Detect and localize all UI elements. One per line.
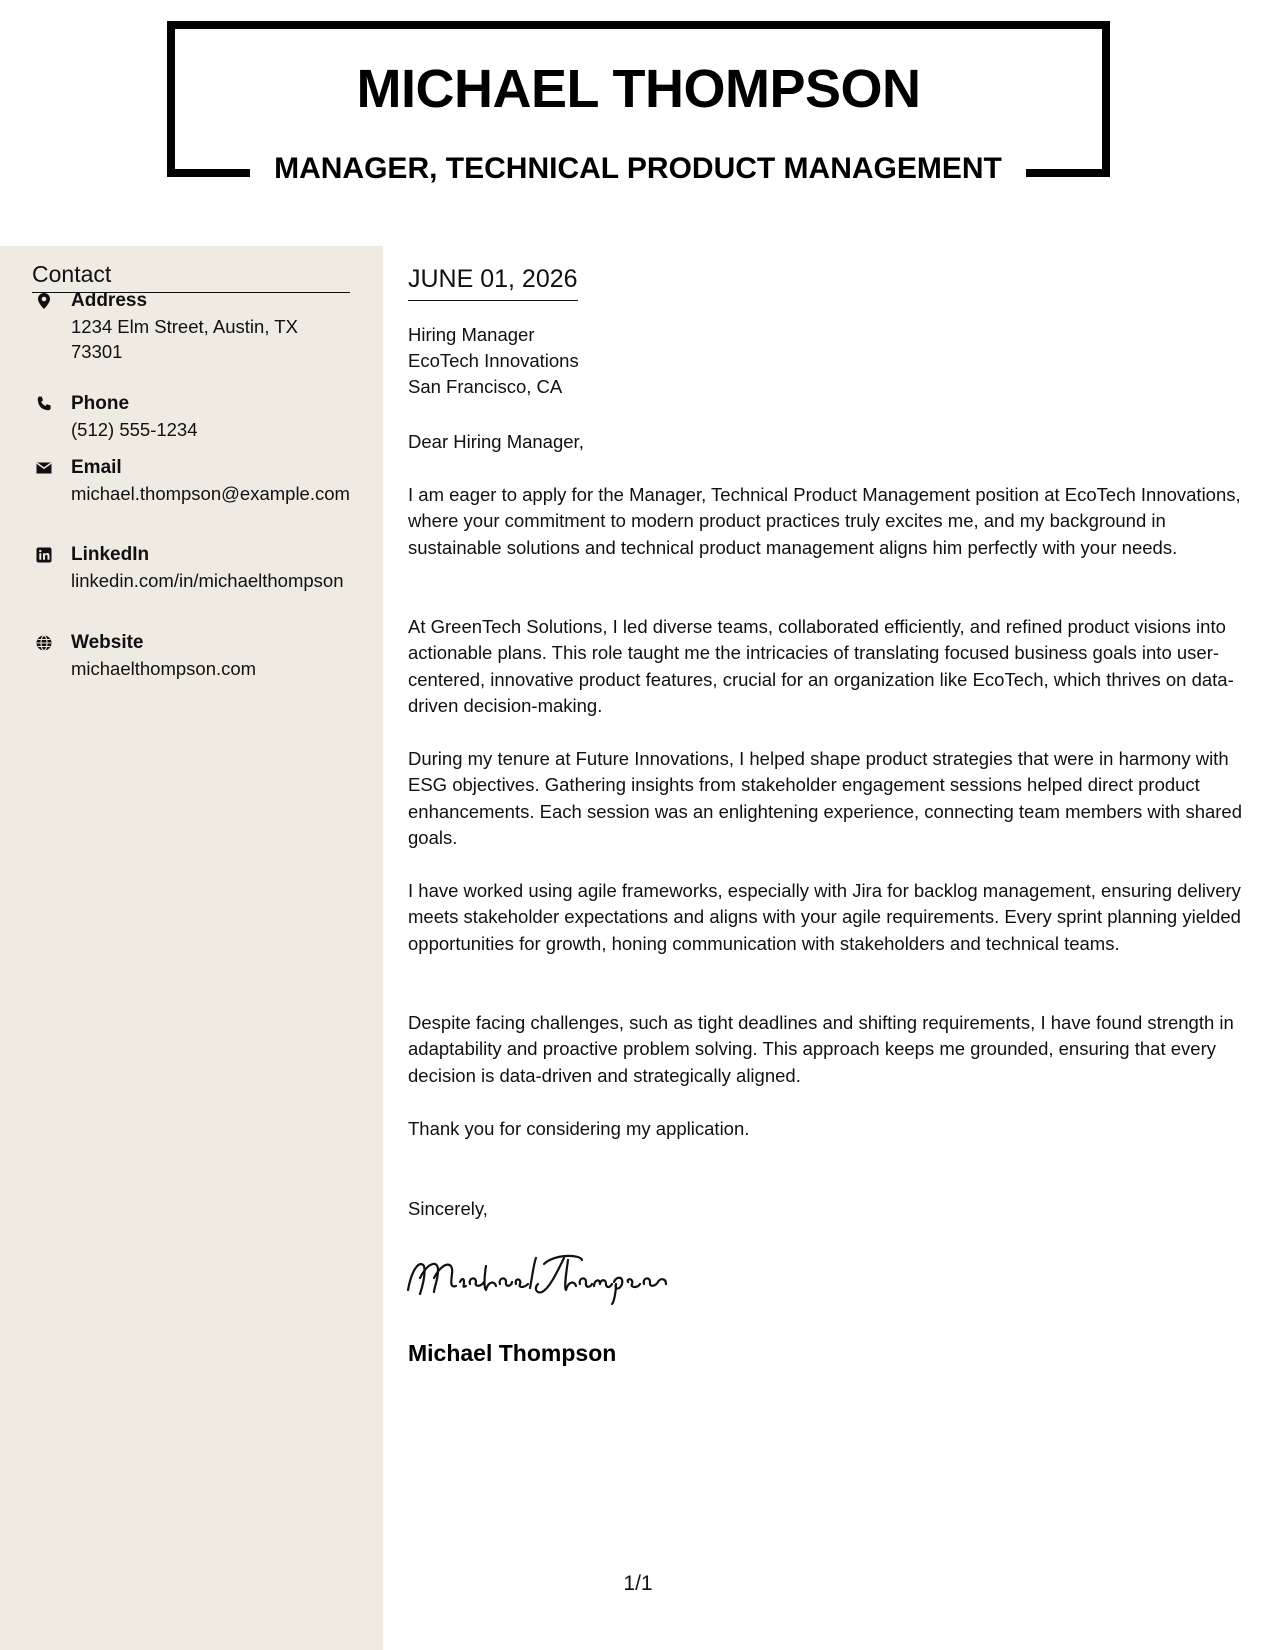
- letter-date: JUNE 01, 2026: [408, 265, 578, 301]
- body-paragraph: I have worked using agile frameworks, especially with Jira for backlog management, ensuring delivery meets stakeholder expectations and aligns with your agile requirements. Every sprint planning yielded opportunities for growth, honing communication with stakeholders and technical teams.: [408, 880, 1241, 954]
- page-number: 1/1: [623, 1572, 653, 1595]
- recipient-line: EcoTech Innovations: [408, 350, 579, 371]
- recipient-line: Hiring Manager: [408, 324, 535, 345]
- header-frame-bottom-left: [167, 169, 250, 177]
- contact-value: (512) 555-1234: [71, 419, 198, 440]
- header-frame-left: [167, 21, 175, 177]
- body-paragraph: Despite facing challenges, such as tight deadlines and shifting requirements, I have found strength in adaptability and proactive problem solving. This approach keeps me grounded, ensuring that every decision is data-driven and strategically aligned.: [408, 1012, 1234, 1086]
- sign-off: Sincerely,: [408, 1198, 488, 1219]
- contact-label: Phone: [71, 393, 130, 414]
- closing-line: Thank you for considering my application.: [408, 1118, 750, 1139]
- header-frame-top: [167, 21, 1110, 29]
- linkedin-icon: [35, 546, 53, 564]
- email-link[interactable]: michael.thompson@example.com: [71, 483, 350, 504]
- envelope-icon: [35, 459, 53, 477]
- contact-heading: Contact: [32, 261, 350, 293]
- body-paragraph: At GreenTech Solutions, I led diverse teams, collaborated efficiently, and refined product visions into actionable plans. This role taught me the intricacies of translating focused business goals into user-centered, innovative product features, crucial for an organization like EcoTech, which thrives on data-driven decision-making.: [408, 616, 1234, 716]
- salutation: Dear Hiring Manager,: [408, 431, 584, 452]
- contact-label: Address: [71, 290, 148, 311]
- contact-label: LinkedIn: [71, 544, 150, 565]
- recipient-block: [408, 322, 579, 400]
- phone-icon: [35, 395, 53, 413]
- handwritten-signature: [404, 1248, 669, 1308]
- location-pin-icon: [35, 292, 53, 310]
- applicant-name: MICHAEL THOMPSON: [356, 59, 921, 119]
- body-paragraph: I am eager to apply for the Manager, Technical Product Management position at EcoTech Innovations, where your commitment to modern product practices truly excites me, and my background in sustainable solutions and technical product management aligns him perfectly with your needs.: [408, 484, 1241, 558]
- job-title: MANAGER, TECHNICAL PRODUCT MANAGEMENT: [274, 152, 1002, 185]
- contact-sidebar: [0, 246, 383, 1650]
- contact-label: Email: [71, 457, 122, 478]
- contact-value: 1234 Elm Street, Austin, TX 73301: [71, 316, 298, 362]
- header-frame-right: [1102, 21, 1110, 177]
- header-frame-bottom-right: [1026, 169, 1110, 177]
- body-paragraph: During my tenure at Future Innovations, I helped shape product strategies that were in harmony with ESG objectives. Gathering insights from stakeholder engagement sessions helped direct product enhancements. Each session was an enlightening experience, connecting team members with shared goals.: [408, 748, 1243, 848]
- recipient-line: San Francisco, CA: [408, 376, 563, 397]
- globe-icon: [35, 634, 53, 652]
- contact-label: Website: [71, 632, 144, 653]
- website-link[interactable]: michaelthompson.com: [71, 658, 257, 679]
- signer-name: Michael Thompson: [408, 1340, 617, 1366]
- linkedin-link[interactable]: linkedin.com/in/michaelthompson: [71, 570, 344, 591]
